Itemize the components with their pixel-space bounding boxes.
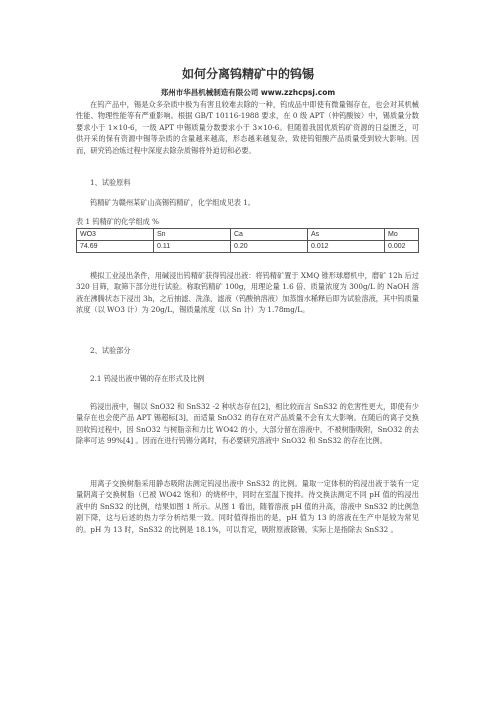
section-heading-2-1: 2.1 钨浸出液中锡的存在形式及比例: [90, 374, 205, 383]
document-title: 如何分离钨精矿中的钨锡: [181, 67, 314, 81]
table-header-cell: As: [308, 229, 385, 241]
table-header-row: [77, 229, 419, 241]
table-cell: 0.002: [385, 241, 419, 253]
section-heading-1: 1、试验原料: [90, 178, 131, 187]
table-header-cell: Mo: [385, 229, 419, 241]
table-row: [77, 241, 419, 253]
table-cell: 74.69: [77, 241, 154, 253]
table-cell: 0.012: [308, 241, 385, 253]
ion-exchange-paragraph: 用离子交换树脂采用静态吸附法测定钨浸出液中 SnS32 的比例。量取一定体积的钨浸出液于装有一定量阴离子交换树脂（已被 WO42 饱和）的烧杯中，同时在室温下搅拌。待交换法测定不同 pH 值的钨浸出液中的 SnS32 的比例，结果如图 1 所示。从图 1 看出，随着溶液 pH 值的升高，溶液中 SnS32 的比例急剧下降，这与后述的热力学分析结果一致。同时值得指出的是，pH 值为 13 的溶液在生产中是较为常见的。pH 为 13 时，SnS32 的比例是 18.1%，可以肯定，吸附原液除锡，实际上是指除去 SnS32 。: [76, 479, 419, 534]
table-cell: 0.20: [231, 241, 308, 253]
intro-paragraph: 在钨产品中，锡是众多杂质中极为有害且较难去除的一种，钨成品中即使有微量锡存在，也会对其机械性能、物理性能等有严重影响。根据 GB/T 10116-1988 要求，在 0 级 APT（仲钨酸铵）中，锡质量分数要求小于 1×10-6，一级 APT 中锡质量分数要求小于 3×10-6。但随着我国优质钨矿资源的日益匮乏，可供开采的保有资源中锡等杂质的含量越来越高，形态越来越复杂，致使钨钼酸产品质量受到较大影响。因而，研究钨冶炼过程中深度去除杂质锡将外迫切和必要。: [76, 100, 419, 155]
table-header-cell: WO3: [77, 229, 154, 241]
section1-text: 钨精矿为赣州某矿山高锡钨精矿，化学组成见表 1。: [90, 198, 255, 207]
section-heading-2: 2、试验部分: [90, 346, 131, 355]
composition-table: [76, 228, 419, 253]
company-subtitle: 郑州市华昌机械制造有限公司 www.zzhcpsj.com: [160, 88, 336, 97]
leaching-paragraph: 模拟工业浸出条件，用碱浸出钨精矿获得钨浸出液：将钨精矿置于 XMQ 锥形球磨机中，磨矿 12h 后过 320 目筛，取筛下部分进行试验。称取钨精矿 100g，用理论量 1.6 倍、质量浓度为 300g/L 的 NaOH 溶液在沸腾状态下浸出 3h，之后抽滤、洗涤，滤液（钨酸钠溶液）加蒸馏水稀释后即为试验溶液，其中钨质量浓度（以 WO3 计）为 20g/L，锡质量浓度（以 Sn 计）为 1.78mg/L。: [76, 271, 419, 315]
table-header-cell: Ca: [231, 229, 308, 241]
table-cell: 0.11: [154, 241, 231, 253]
tin-forms-paragraph: 钨浸出液中，锡以 SnO32 和 SnS32 -2 种状态存在[2]，相比较而言 SnS32 的危害性更大，即使有少量存在也会使产品 APT 锡超标[3]，而适量 SnO32 的存在对产品质量不会有太大影响。在随后的离子交换回收钨过程中，因 SnO32 与树脂亲和力比 WO42 的小，大部分留在溶液中，不被树脂吸附，SnO32 的去除率可达 99%[4] 。因而在进行钨锡分离时，有必要研究溶液中 SnO32 和 SnS32 的存在比例。: [76, 402, 419, 446]
table-caption: 表 1 钨精矿的化学组成 %: [76, 217, 159, 226]
table-header-cell: Sn: [154, 229, 231, 241]
